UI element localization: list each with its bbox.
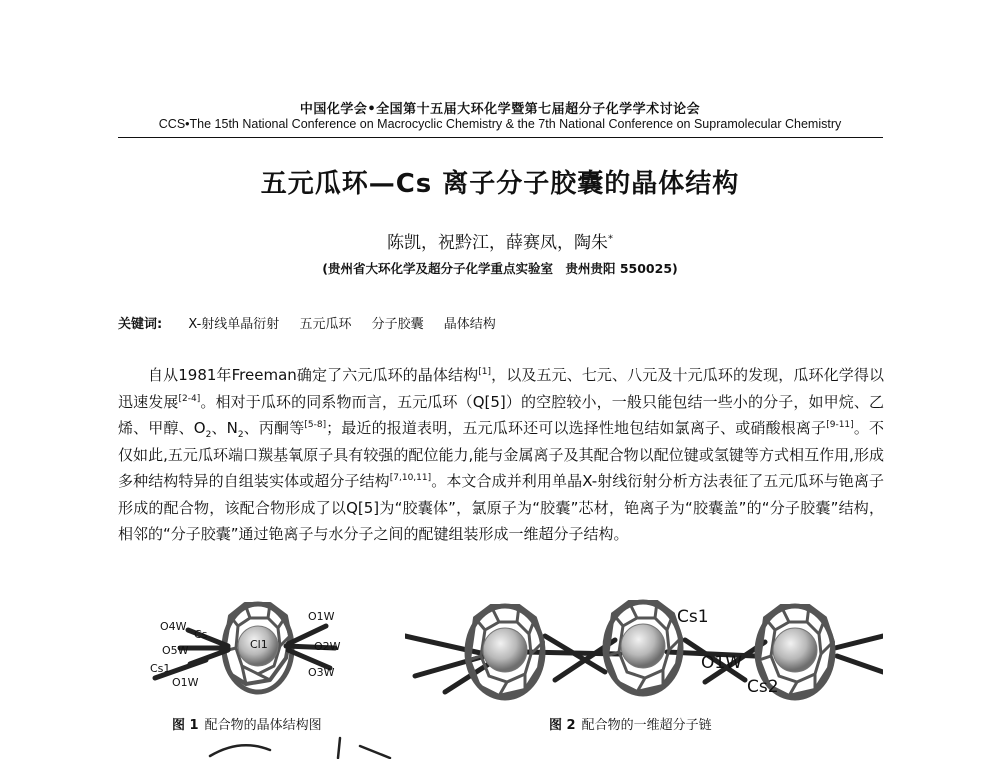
affiliation: (贵州省大环化学及超分子化学重点实验室 贵州贵阳 550025)	[322, 261, 678, 276]
corresponding-author-mark: *	[608, 233, 613, 245]
keywords	[118, 313, 882, 332]
text-run: 自从1981年Freeman确定了六元瓜环的晶体结构	[148, 366, 479, 384]
atom-label: O5W	[162, 644, 189, 657]
supramolecular-chain-diagram	[405, 596, 883, 708]
keyword: X-射线单晶衍射	[188, 317, 280, 332]
atom-label: Cs2	[747, 677, 779, 697]
text-run: 。相对于瓜环的同系物而言，五元瓜环（Q[5]）的空腔较小，一般只能包结一些小的分子，如甲烷、乙烯、甲醇、O	[118, 392, 884, 437]
citation: [1]	[478, 367, 492, 377]
caption-text: 配合物的一维超分子链	[581, 718, 712, 733]
handwritten-mark	[190, 736, 490, 759]
atom-label: O1W	[308, 610, 335, 623]
caption-number: 图 1	[172, 718, 199, 733]
keyword: 分子胶囊	[371, 317, 424, 332]
atom-label: O1W	[172, 676, 199, 689]
figure-2-caption	[549, 714, 712, 733]
atom-label: O2W	[314, 640, 341, 653]
citation: [9-11]	[826, 420, 854, 430]
keywords-label: 关键词:	[118, 317, 163, 332]
atom-label: O3W	[308, 666, 335, 679]
paper-title: 五元瓜环—Cs 离子分子胶囊的晶体结构	[260, 169, 740, 199]
caption-text: 配合物的晶体结构图	[204, 718, 322, 733]
text-run: ；最近的报道表明，五元瓜环还可以选择性地包结如氯离子、或硝酸根离子	[326, 419, 827, 437]
text-run: ，以及五元、七元、八元及十元瓜环的发现，瓜环化学得以迅速发展	[118, 366, 884, 411]
body-paragraph	[118, 362, 884, 548]
citation: [7,10,11]	[389, 473, 432, 483]
citation: [5-8]	[304, 420, 327, 430]
atom-label: O1W	[701, 653, 743, 673]
atom-label: O4W	[160, 620, 187, 633]
atom-label: Cl1	[250, 638, 268, 651]
header-divider	[118, 137, 883, 138]
conference-header-english: CCS•The 15th National Conference on Macrocyclic Chemistry & the 7th National Conference on Supramolecular Chemistry	[158, 117, 842, 131]
text-run: 。不仅如此,五元瓜环端口羰基氧原子具有较强的配位能力,能与金属离子及其配合物以配位键或氢键等方式相互作用,形成多种结构特异的自组装实体或超分子结构	[118, 419, 884, 490]
keyword: 五元瓜环	[299, 317, 352, 332]
author-names: 陈凯，祝黔江，薛赛凤，陶朱	[387, 233, 608, 253]
text-run: 、丙酮等	[243, 419, 305, 437]
subscript: 2	[237, 430, 244, 440]
crystal-structure-diagram	[150, 596, 365, 704]
author-list	[120, 228, 880, 253]
paragraph	[118, 362, 884, 548]
figure-1-crystal-structure	[150, 596, 365, 704]
atom-label: Cs1	[150, 662, 171, 675]
citation: [2-4]	[178, 393, 201, 404]
keyword: 晶体结构	[443, 317, 496, 332]
figure-1-caption	[172, 714, 322, 733]
conference-header-chinese: 中国化学会•全国第十五届大环化学暨第七届超分子化学学术讨论会	[299, 102, 701, 117]
atom-label: Cs	[194, 628, 208, 641]
caption-number: 图 2	[549, 718, 576, 733]
figure-2-supramolecular-chain	[405, 596, 883, 708]
atom-label: Cs1	[677, 607, 709, 627]
subscript: 2	[205, 430, 212, 440]
text-run: 、N	[211, 419, 238, 437]
text-run: 。本文合成并利用单晶X-射线衍射分析方法表征了五元瓜环与铯离子形成的配合物，该配合物形成了以Q[5]为“胶囊体”，氯原子为“胶囊”芯材，铯离子为“胶囊盖”的“分子胶囊”结构，相邻的“分子胶囊”通过铯离子与水分子之间的配键组装形成一维超分子结构。	[118, 472, 884, 543]
